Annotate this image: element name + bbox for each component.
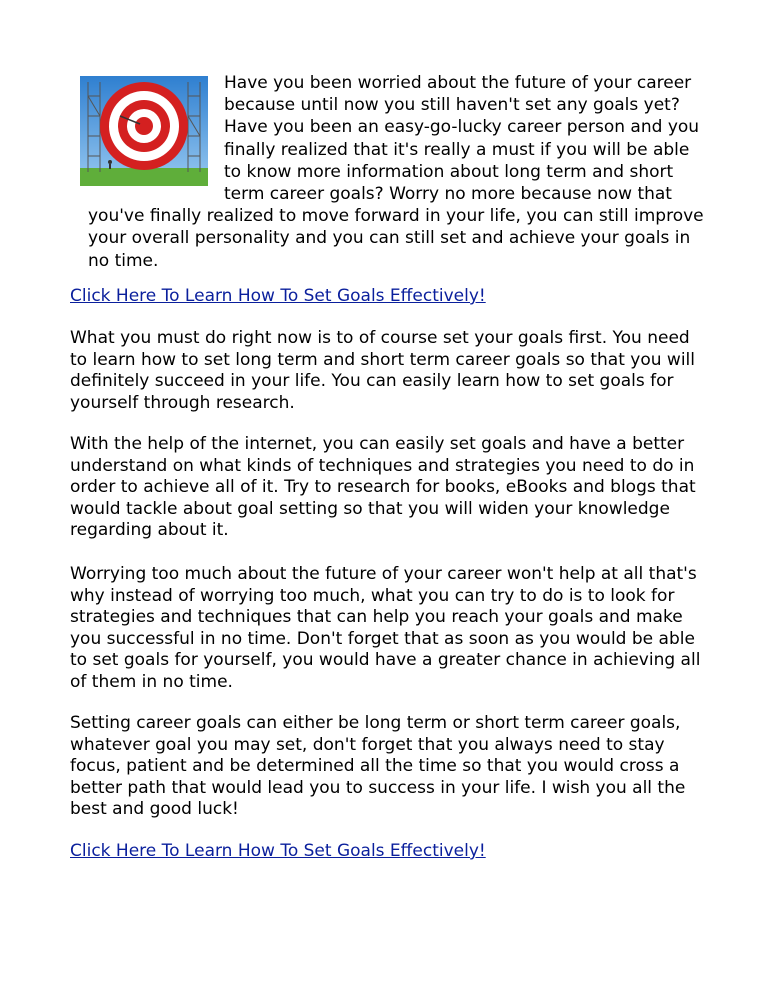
intro-paragraph: Have you been worried about the future of your career because until now you still haven't set any goals yet? Have you been an easy-go-lucky career person and you finally realized that it's really a must if you will be able to know more information about long term and short term career goals? Worry no more because now that you've finally realized to move forward in your life, you can still improve your overall personality and you can still set and achieve your goals in no time. [88, 73, 704, 271]
paragraph-2: With the help of the internet, you can easily set goals and have a better understand on what kinds of techniques and strategies you need to do in order to achieve all of it. Try to research for books, eBooks and blogs that would tackle about goal setting so that you will widen your knowledge regarding about it. [70, 434, 696, 541]
learn-goals-link-top[interactable]: Click Here To Learn How To Set Goals Effectively! [70, 286, 486, 306]
learn-goals-link-bottom[interactable]: Click Here To Learn How To Set Goals Effectively! [70, 841, 486, 861]
paragraph-3: Worrying too much about the future of your career won't help at all that's why instead of worrying too much, what you can try to do is to look for strategies and techniques that can help you reach your goals and make you successful in no time. Don't forget that as soon as you would be able to set goals for yourself, you would have a greater chance in achieving all of them in no time. [70, 564, 701, 692]
paragraph-4: Setting career goals can either be long term or short term career goals, whatever goal you may set, don't forget that you always need to stay focus, patient and be determined all the time so that you would cross a better path that would lead you to success in your life. I wish you all the best and good luck! [70, 713, 686, 820]
paragraph-1: What you must do right now is to of course set your goals first. You need to learn how to set long term and short term career goals so that you will definitely succeed in your life. You can easily learn how to set goals for yourself through research. [70, 328, 695, 413]
intro-section [70, 72, 710, 272]
target-bullseye-icon [80, 76, 208, 186]
